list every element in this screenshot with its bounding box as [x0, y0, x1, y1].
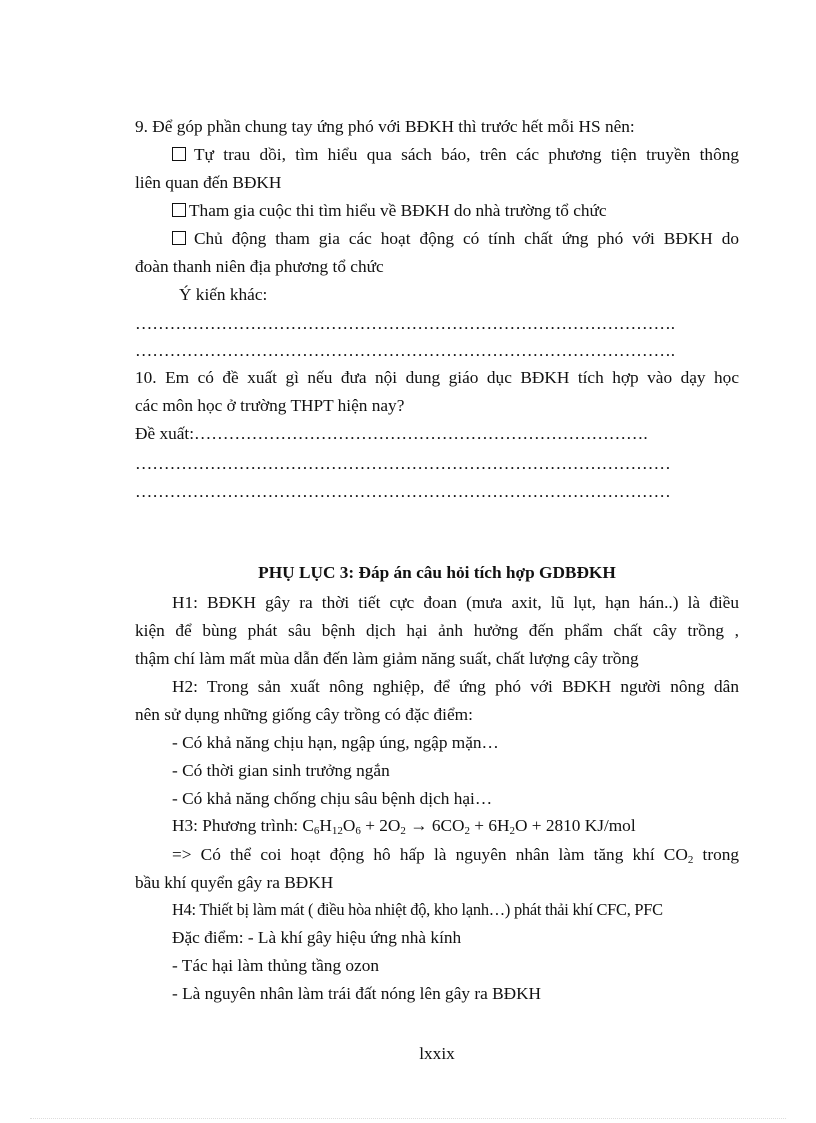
h2-bullet-2: - Có thời gian sinh trưởng ngắn — [172, 761, 390, 780]
q9-answer-line-2[interactable]: …………………………………………………………………………………. — [135, 341, 676, 360]
q9-option-1-text: Tự trau dồi, tìm hiểu qua sách báo, trên các phương tiện truyền thông — [194, 145, 739, 164]
h3-conclusion-line-2: bầu khí quyển gây ra BĐKH — [135, 873, 334, 892]
page-bottom-divider — [30, 1118, 786, 1119]
checkbox-icon[interactable] — [172, 231, 186, 245]
q10-question-line-2: các môn học ở trường THPT hiện nay? — [135, 396, 405, 415]
h1-line-1: H1: BĐKH gây ra thời tiết cực đoan (mưa axit, lũ lụt, hạn hán..) là điều — [172, 593, 739, 612]
h1-line-3: thậm chí làm mất mùa dẫn đến làm giảm năng suất, chất lượng cây trồng — [135, 649, 639, 668]
q9-option-3-cont: đoàn thanh niên địa phương tổ chức — [135, 257, 384, 276]
h3-equation: $C_6H_{12}O_6 + 2O_2 \to 6CO_2 + 6H_2O + 2810$ KJ/mol — [302, 816, 636, 837]
q10-answer-line-2[interactable]: ………………………………………………………………………………… — [135, 482, 671, 501]
q9-option-1 — [172, 144, 739, 166]
h3-label: H3: Phương trình: — [172, 816, 303, 835]
q9-option-3 — [172, 228, 739, 250]
q9-question: 9. Để góp phần chung tay ứng phó với BĐKH thì trước hết mỗi HS nên: — [135, 117, 635, 136]
q9-option-1-cont: liên quan đến BĐKH — [135, 173, 282, 192]
q9-option-2-text: Tham gia cuộc thi tìm hiểu về BĐKH do nhà trường tổ chức — [189, 201, 607, 220]
q9-option-2 — [172, 200, 607, 222]
h4-features: Đặc điểm: - Là khí gây hiệu ứng nhà kính — [172, 928, 462, 947]
checkbox-icon[interactable] — [172, 147, 186, 161]
q9-other-label: Ý kiến khác: — [179, 285, 268, 304]
h2-line-1: H2: Trong sản xuất nông nghiệp, để ứng phó với BĐKH người nông dân — [172, 677, 739, 696]
q9-option-3-text: Chủ động tham gia các hoạt động có tính chất ứng phó với BĐKH do — [194, 229, 739, 248]
appendix-title: PHỤ LỤC 3: Đáp án câu hỏi tích hợp GDBĐKH — [258, 563, 616, 582]
h1-line-2: kiện để bùng phát sâu bệnh dịch hại ảnh hưởng đến phẩm chất cây trồng , — [135, 621, 739, 640]
q9-answer-line-1[interactable]: …………………………………………………………………………………. — [135, 314, 676, 333]
page-number: lxxix — [419, 1044, 455, 1063]
h2-bullet-3: - Có khả năng chống chịu sâu bệnh dịch hại… — [172, 789, 493, 808]
h4-line-1: H4: Thiết bị làm mát ( điều hòa nhiệt độ, kho lạnh…) phát thải khí CFC, PFC — [172, 900, 663, 919]
h4-bullet-3: - Là nguyên nhân làm trái đất nóng lên gây ra BĐKH — [172, 984, 542, 1003]
checkbox-icon[interactable] — [172, 203, 186, 217]
h3-conclusion-line-1: => Có thể coi hoạt động hô hấp là nguyên nhân làm tăng khí $CO_2$ trong — [172, 845, 739, 866]
h3-equation-line — [172, 815, 636, 837]
h2-bullet-1: - Có khả năng chịu hạn, ngập úng, ngập mặn… — [172, 733, 499, 752]
h4-bullet-2: - Tác hại làm thủng tầng ozon — [172, 956, 379, 975]
h2-line-2: nên sử dụng những giống cây trồng có đặc điểm: — [135, 705, 473, 724]
q10-answer-line-1[interactable]: ………………………………………………………………………………… — [135, 454, 671, 473]
q10-proposal-line[interactable]: Đề xuất:……………………………………………………………………. — [135, 424, 648, 443]
q10-question-line-1: 10. Em có đề xuất gì nếu đưa nội dung giáo dục BĐKH tích hợp vào dạy học — [135, 368, 739, 387]
